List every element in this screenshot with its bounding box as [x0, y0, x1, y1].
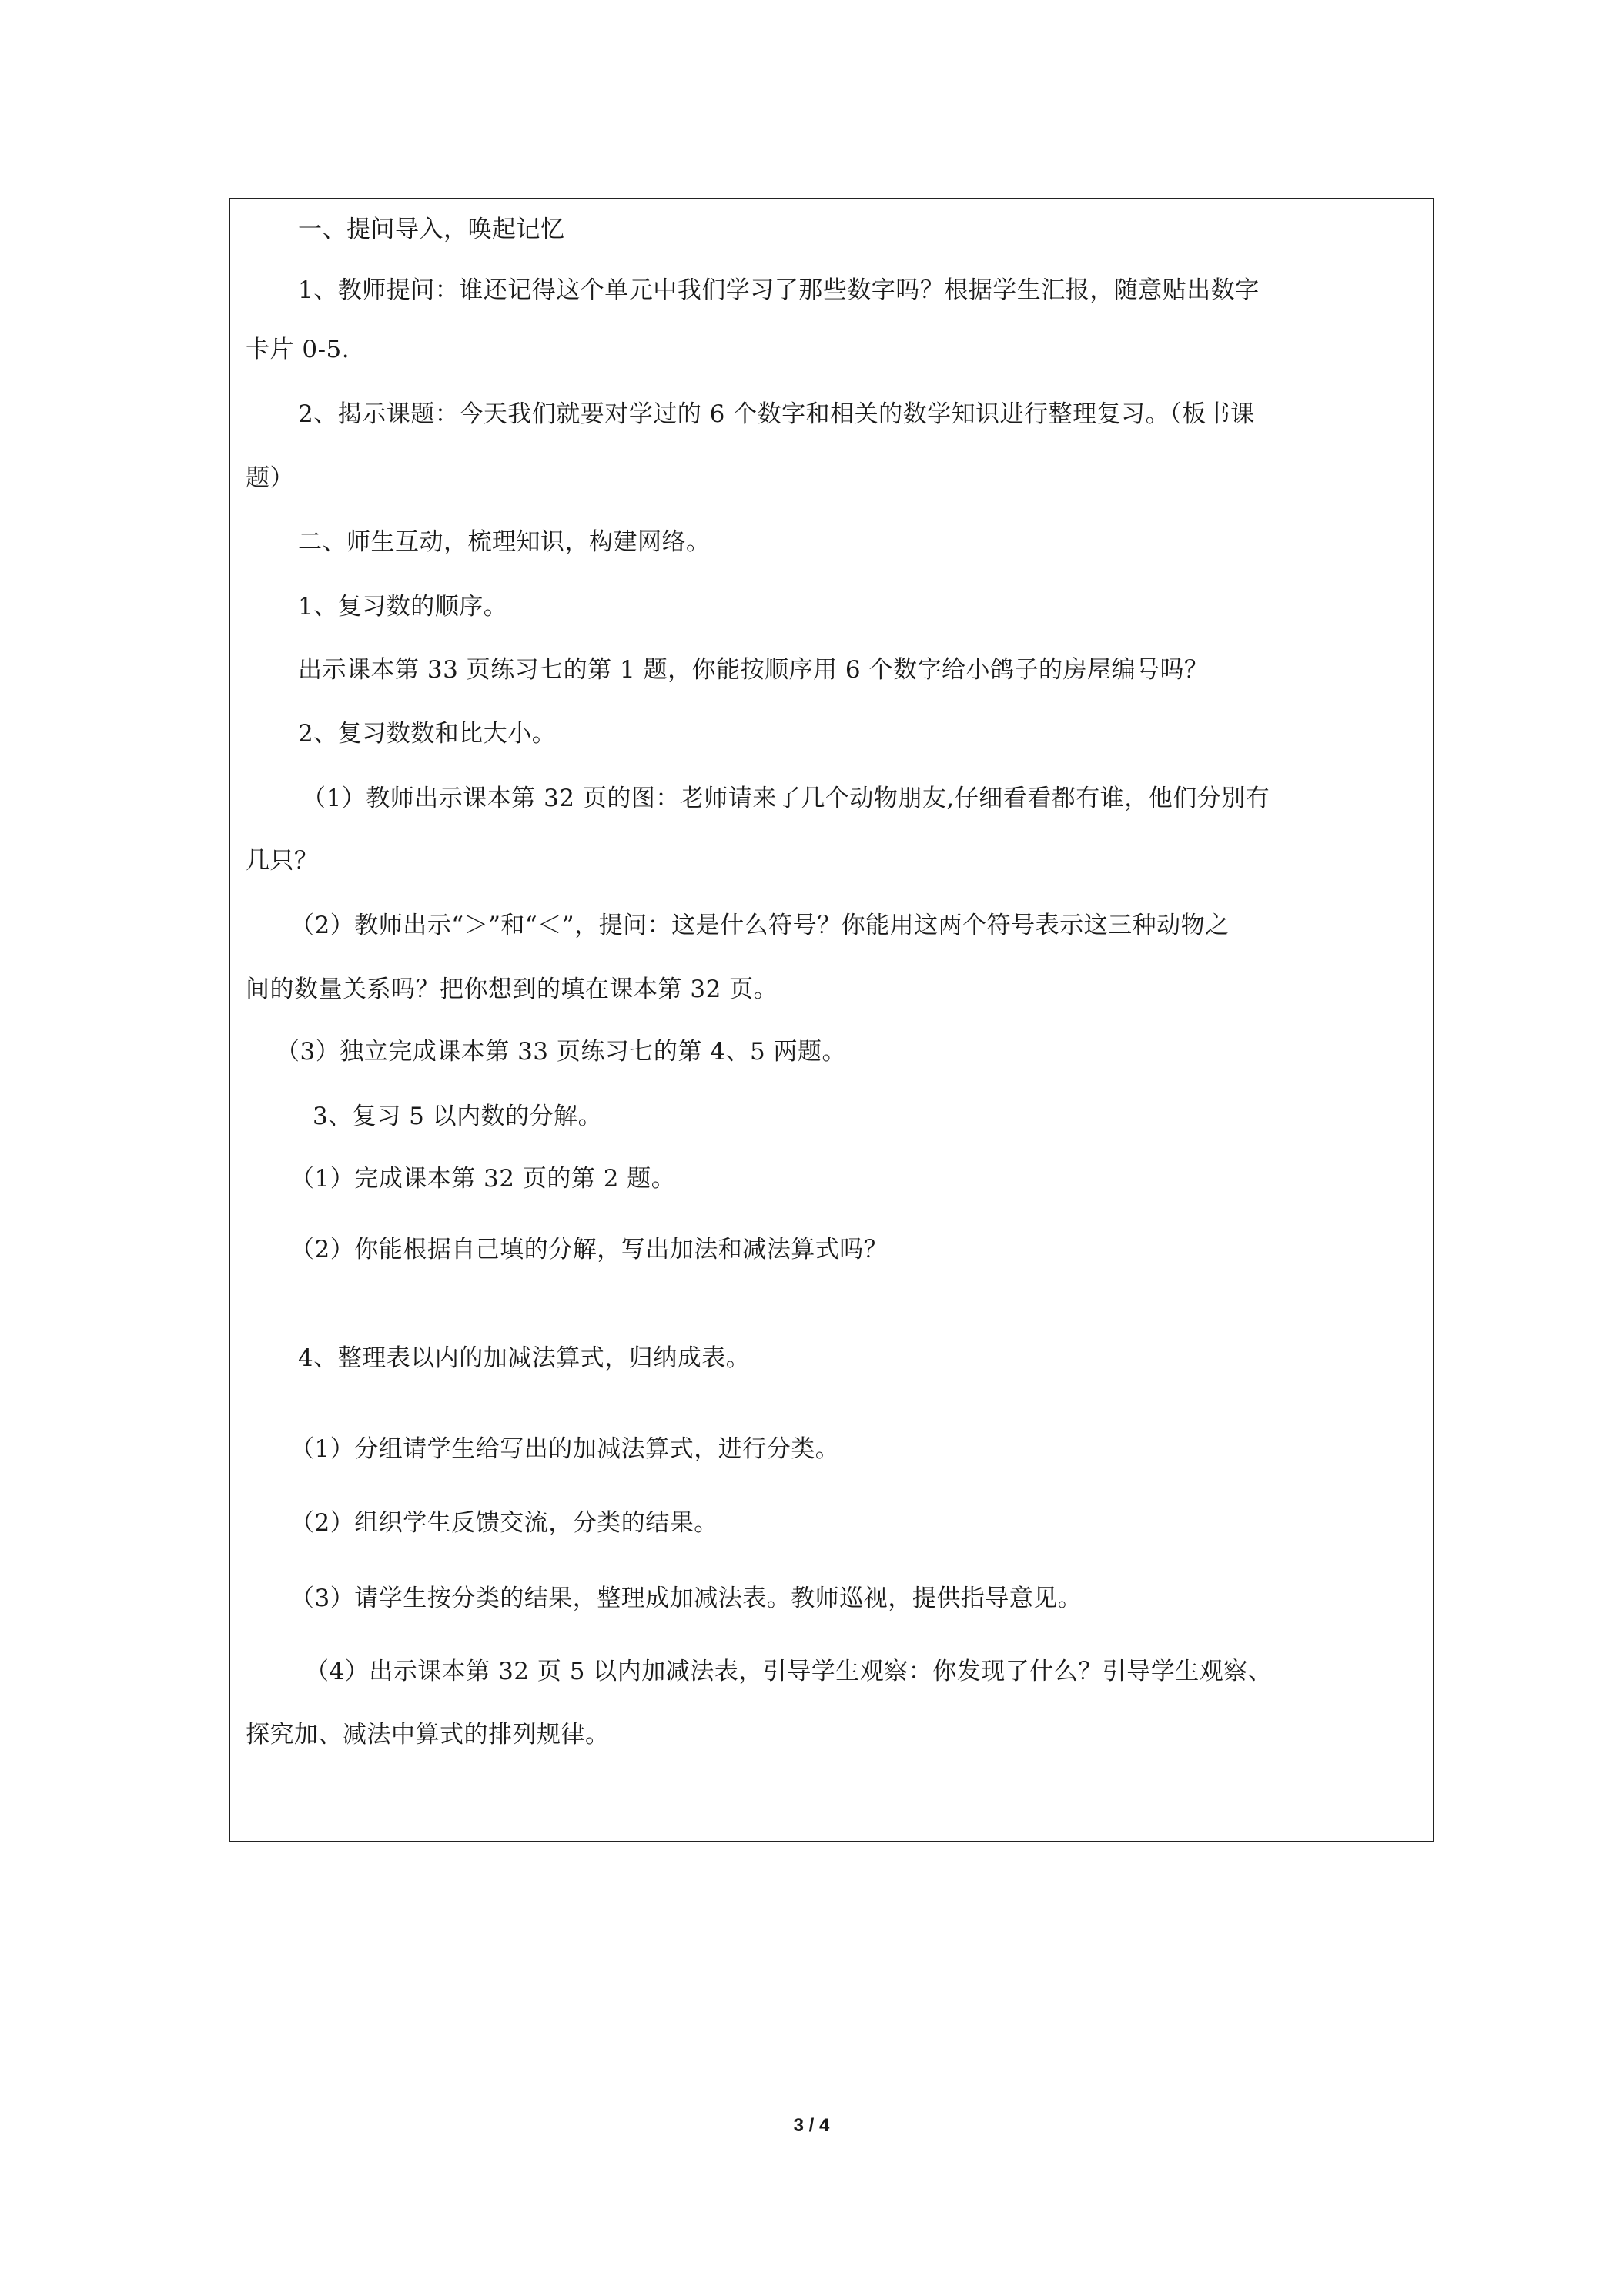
paragraph-line: 出示课本第 33 页练习七的第 1 题，你能按顺序用 6 个数字给小鸽子的房屋编号吗？ [298, 656, 1209, 684]
paragraph-line: 几只？ [246, 847, 319, 875]
paragraph-line: 3、复习 5 以内数的分解。 [313, 1103, 603, 1130]
paragraph-line: 探究加、减法中算式的排列规律。 [246, 1721, 610, 1749]
paragraph-line: （1）完成课本第 32 页的第 2 题。 [290, 1165, 676, 1193]
paragraph-line: 1、教师提问：谁还记得这个单元中我们学习了那些数字吗？根据学生汇报，随意贴出数字 [298, 276, 1260, 304]
page-number: 3 / 4 [793, 2115, 830, 2136]
paragraph-line: 4、整理表以内的加减法算式，归纳成表。 [298, 1344, 751, 1372]
paragraph-line: （2）你能根据自己填的分解，写出加法和减法算式吗？ [290, 1236, 888, 1263]
paragraph-line: （3）独立完成课本第 33 页练习七的第 4、5 两题。 [276, 1038, 847, 1066]
paragraph-line: （1）分组请学生给写出的加减法算式，进行分类。 [290, 1435, 840, 1463]
paragraph-line: 间的数量关系吗？把你想到的填在课本第 32 页。 [246, 976, 778, 1003]
paragraph-line: （1）教师出示课本第 32 页的图：老师请来了几个动物朋友,仔细看看都有谁，他们分别有 [302, 785, 1270, 812]
paragraph-line: 2、揭示课题：今天我们就要对学过的 6 个数字和相关的数学知识进行整理复习。（板书课 [298, 400, 1255, 428]
paragraph-line: 题） [246, 464, 294, 492]
paragraph-line: 2、复习数数和比大小。 [298, 720, 557, 748]
paragraph-line: 卡片 0-5. [246, 336, 350, 363]
paragraph-line: （2）组织学生反馈交流，分类的结果。 [290, 1509, 718, 1537]
section-heading-interaction: 二、师生互动，梳理知识，构建网络。 [298, 528, 711, 556]
paragraph-line: 1、复习数的顺序。 [298, 593, 508, 621]
paragraph-line: （2）教师出示“＞”和“＜”，提问：这是什么符号？你能用这两个符号表示这三种动物之 [290, 912, 1230, 939]
paragraph-line: （3）请学生按分类的结果，整理成加减法表。教师巡视，提供指导意见。 [290, 1585, 1083, 1612]
paragraph-line: （4）出示课本第 32 页 5 以内加减法表，引导学生观察：你发现了什么？引导学生观察、 [305, 1658, 1273, 1685]
section-heading-intro: 一、提问导入，唤起记忆 [298, 216, 565, 243]
